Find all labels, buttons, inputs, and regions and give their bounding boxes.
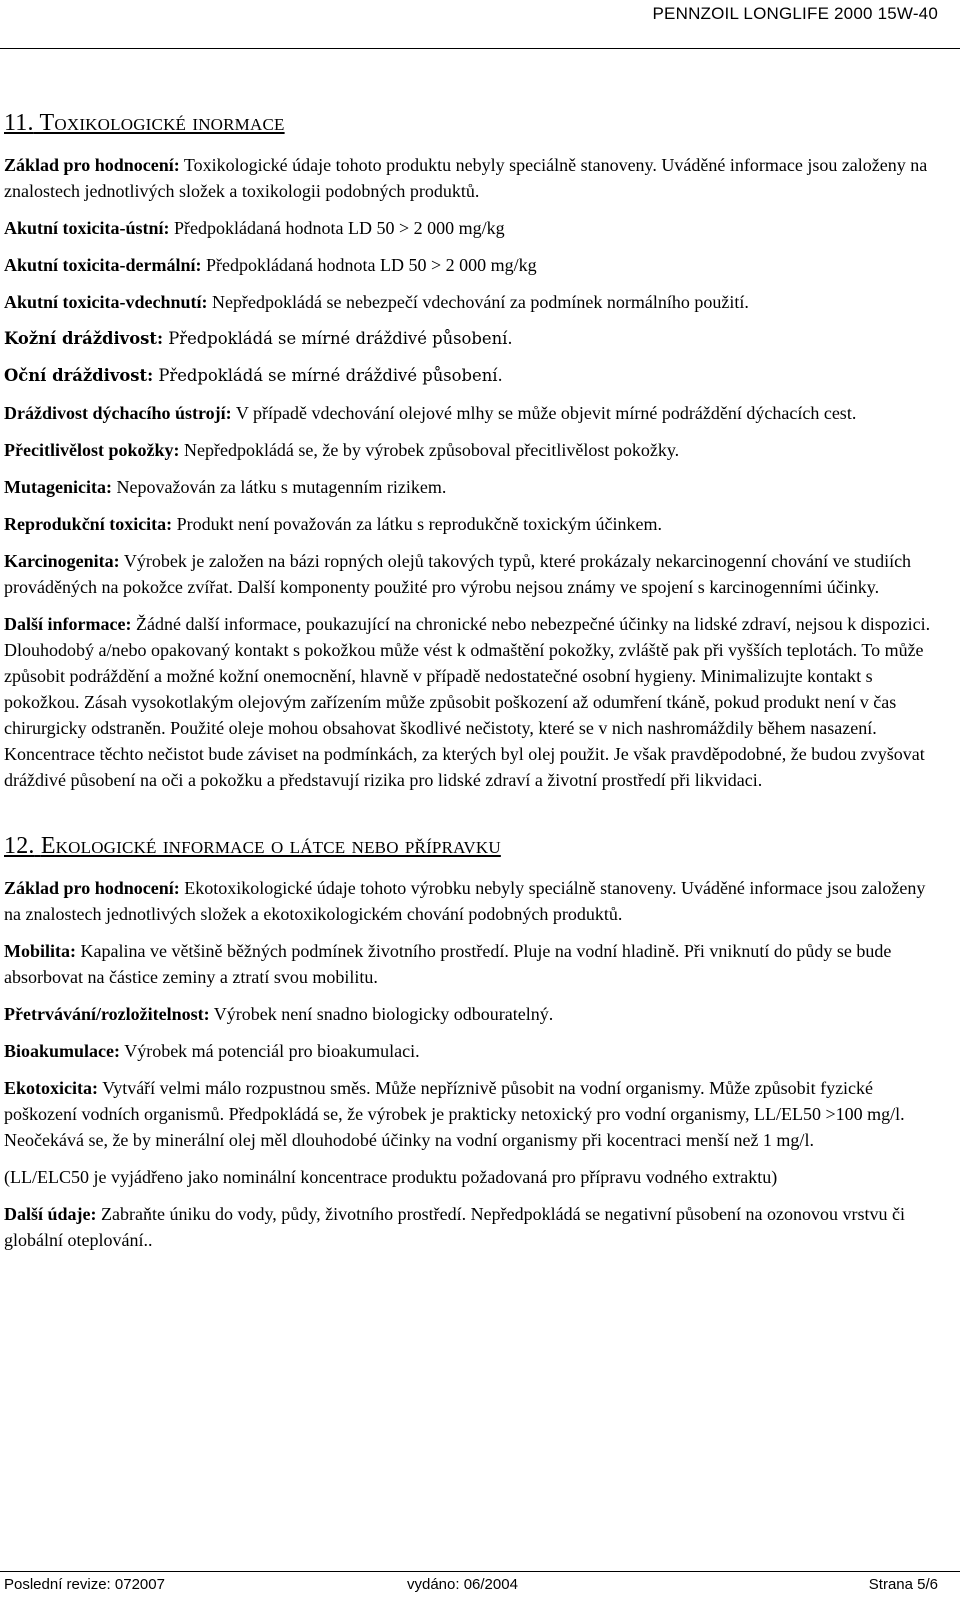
paragraph-11-further-information [4,611,944,793]
page-header-product: PENNZOIL LONGLIFE 2000 15W-40 [652,4,938,23]
paragraph-label: Základ pro hodnocení: [4,878,180,898]
paragraph-label: Mutagenicita: [4,477,112,497]
paragraph-label: Akutní toxicita-vdechnutí: [4,292,208,312]
paragraph-text: Zabraňte úniku do vody, půdy, životního prostředí. Nepředpokládá se negativní působení na ozonovou vrstvu či globální oteplování.. [4,1204,906,1250]
paragraph-12-bioaccumulation [4,1038,944,1064]
paragraph-text: Předpokládá se mírné dráždivé působení. [158,366,503,385]
section-12-title: Ekologické informace o látce nebo přípravku [40,833,501,859]
paragraph-text: Kapalina ve většině běžných podmínek životního prostředí. Pluje na vodní hladině. Při vniknutí do půdy se bude absorbovat na částice zeminy a ztratí svou mobilitu. [4,941,892,987]
paragraph-label: Kožní dráždivost: [4,329,163,348]
section-11-heading [4,108,944,138]
paragraph-text: Výrobek je založen na bázi ropných olejů takových typů, které prokázaly nekarcinogenní chování ve studiích prováděných na pokožce zvířat. Další komponenty použité pro výrobu nejsou známy ve spojení s karcinogenními účinky. [4,551,912,597]
paragraph-11-skin-irritation [4,326,944,352]
paragraph-label: Karcinogenita: [4,551,120,571]
paragraph-label: Oční dráždivost: [4,366,154,385]
paragraph-label: Základ pro hodnocení: [4,155,180,175]
paragraph-text: Nepovažován za látku s mutagenním rizikem. [116,477,447,497]
paragraph-12-ecotoxicity [4,1075,944,1153]
paragraph-label: Další údaje: [4,1204,97,1224]
paragraph-text: Vytváří velmi málo rozpustnou směs. Může nepříznivě působit na vodní organismy. Může způsobit fyzické poškození vodních organismů. Předpokládá se, že výrobek je prakticky netoxický pro vodní organismy, LL/EL50 >100 mg/l. Neočekává se, že by minerální olej měl dlouhodobé účinky na vodní organismy při kocentraci menší než 1 mg/l. [4,1078,905,1150]
paragraph-12-note [4,1164,944,1190]
document-body [4,108,944,1264]
paragraph-12-basis [4,875,944,927]
paragraph-text: Toxikologické údaje tohoto produktu nebyly speciálně stanoveny. Uváděné informace jsou založeny na znalostech jednotlivých složek a toxikologii podobných produktů. [4,155,928,201]
paragraph-11-dermal-toxicity [4,252,944,278]
paragraph-11-skin-sensitization [4,437,944,463]
paragraph-text: Nepředpokládá se, že by výrobek způsoboval přecitlivělost pokožky. [183,440,680,460]
paragraph-11-reproductive-toxicity [4,511,944,537]
section-11-title: Toxikologické inormace [39,110,285,136]
header-divider [0,48,960,49]
footer-page-number: Strana 5/6 [868,1576,938,1593]
section-11-number: 11. [4,110,34,136]
paragraph-11-respiratory-irritation [4,400,944,426]
footer-issued: vydáno: 06/2004 [407,1576,518,1593]
paragraph-12-mobility [4,938,944,990]
paragraph-text: Produkt není považován za látku s reprodukčně toxickým účinkem. [176,514,663,534]
paragraph-text: V případě vdechování olejové mlhy se může objevit mírné podráždění dýchacích cest. [235,403,857,423]
footer-divider [0,1571,960,1572]
paragraph-11-mutagenicity [4,474,944,500]
paragraph-label: Bioakumulace: [4,1041,121,1061]
paragraph-label: Akutní toxicita-ústní: [4,218,170,238]
paragraph-11-oral-toxicity [4,215,944,241]
paragraph-text: Ekotoxikologické údaje tohoto výrobku nebyly speciálně stanoveny. Uváděné informace jsou založeny na znalostech jednotlivých složek a ekotoxikologickém chování podobných produktů. [4,878,926,924]
footer-revision: Poslední revize: 072007 [4,1576,165,1593]
paragraph-12-further-data [4,1201,944,1253]
paragraph-label: Přetrvávání/rozložitelnost: [4,1004,210,1024]
paragraph-label: Akutní toxicita-dermální: [4,255,202,275]
paragraph-text: Nepředpokládá se nebezpečí vdechování za podmínek normálního použití. [212,292,749,312]
paragraph-text: Výrobek má potenciál pro bioakumulaci. [124,1041,420,1061]
paragraph-label: Další informace: [4,614,132,634]
paragraph-12-persistence [4,1001,944,1027]
paragraph-11-eye-irritation [4,363,944,389]
paragraph-label: Reprodukční toxicita: [4,514,173,534]
section-12-number: 12. [4,833,35,859]
page-footer [0,1571,960,1601]
paragraph-text: Předpokládá se mírné dráždivé působení. [168,329,513,348]
paragraph-text: Předpokládaná hodnota LD 50 > 2 000 mg/kg [206,255,537,275]
paragraph-label: Ekotoxicita: [4,1078,98,1098]
paragraph-text: Předpokládaná hodnota LD 50 > 2 000 mg/kg [174,218,505,238]
paragraph-label: Mobilita: [4,941,76,961]
paragraph-text: (LL/ELC50 je vyjádřeno jako nominální koncentrace produktu požadovaná pro přípravu vodného extraktu) [4,1167,778,1187]
paragraph-11-basis [4,152,944,204]
paragraph-text: Žádné další informace, poukazující na chronické nebo nebezpečné účinky na lidské zdraví, nejsou k dispozici. Dlouhodobý a/nebo opakovaný kontakt s pokožkou může vést k odmaštění pokožky, zvláště pak při vyšších teplotách. To může způsobit podráždění a možné kožní onemocnění, hlavně v případě nedostatečné osobní hygieny. Minimalizujte kontakt s pokožkou. Zásah vysokotlakým olejovým zařízením může způsobit poškození až odumření tkáně, pokud produkt není v čas chirurgicky odstraněn. Použité oleje mohou obsahovat škodlivé nečistoty, které se v nich nashromáždily během nasazení. Koncentrace těchto nečistot bude záviset na podmínkách, za kterých byl olej použit. Je však pravděpodobné, že budou zvyšovat dráždivé působení na oči a pokožku a představují rizika pro lidské zdraví a životní prostředí při likvidaci. [4,614,931,790]
paragraph-text: Výrobek není snadno biologicky odbouratelný. [213,1004,554,1024]
paragraph-11-inhalation-toxicity [4,289,944,315]
paragraph-label: Dráždivost dýchacího ústrojí: [4,403,232,423]
paragraph-label: Přecitlivělost pokožky: [4,440,180,460]
section-12-heading [4,831,944,861]
paragraph-11-carcinogenicity [4,548,944,600]
